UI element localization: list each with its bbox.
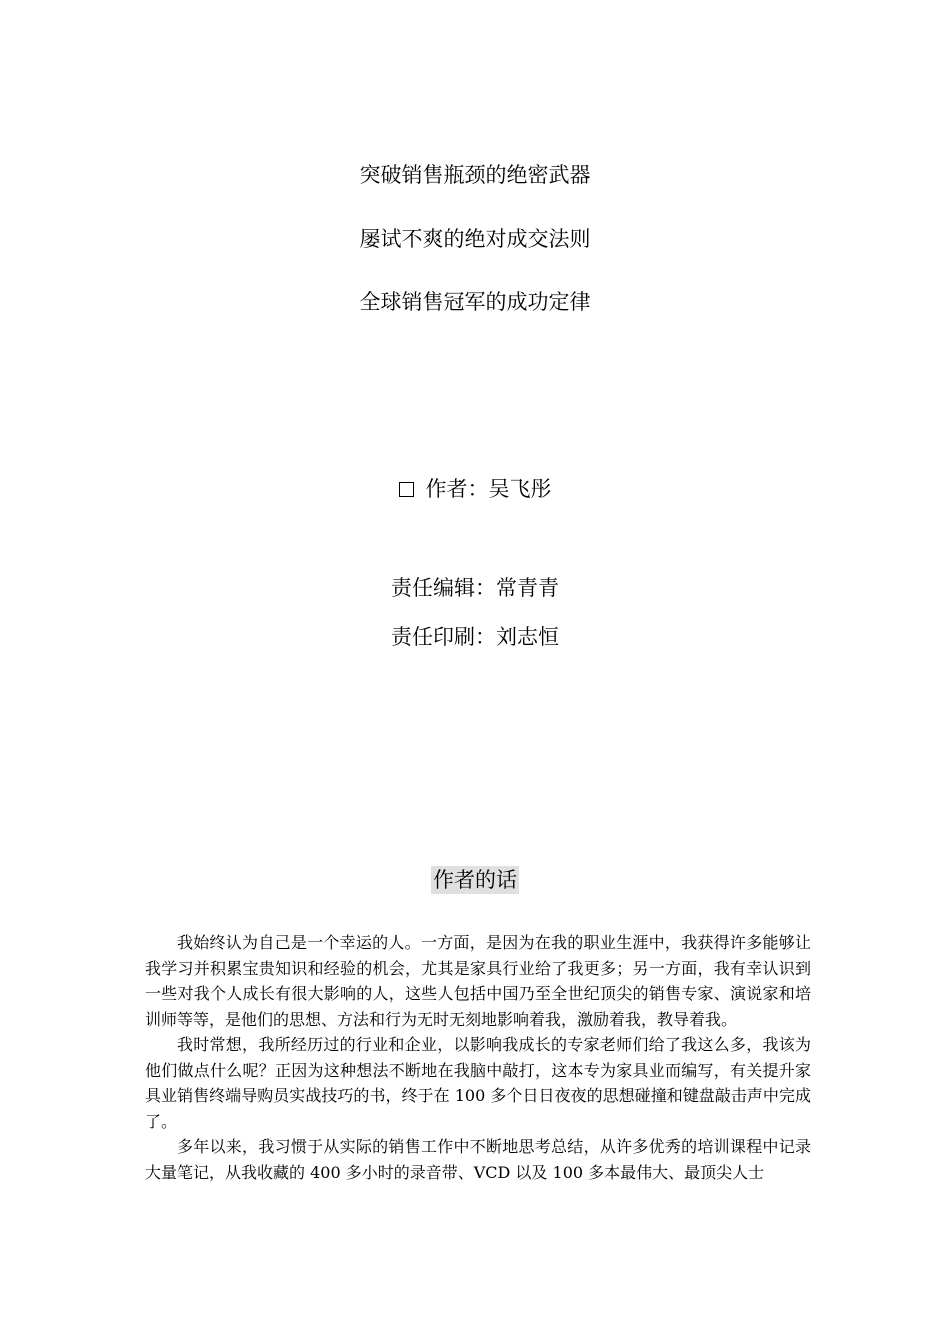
author-text: 作者：吴飞彤	[425, 477, 552, 501]
author-line	[0, 474, 950, 504]
print-line: 责任印刷：刘志恒	[391, 625, 559, 649]
slogan-3: 全球销售冠军的成功定律	[359, 290, 591, 314]
preface-paragraph-1: 我始终认为自己是一个幸运的人。一方面，是因为在我的职业生涯中，我获得许多能够让我学习并积累宝贵知识和经验的机会，尤其是家具行业给了我更多；另一方面，我有幸认识到一些对我个人成长有很大影响的人，这些人包括中国乃至全世纪顶尖的销售专家、演说家和培训师等等，是他们的思想、方法和行为无时无刻地影响着我，激励着我，教导着我。	[145, 933, 811, 1029]
preface-paragraph-3: 多年以来，我习惯于从实际的销售工作中不断地思考总结，从许多优秀的培训课程中记录大量笔记，从我收藏的 400 多小时的录音带、VCD 以及 100 多本最伟大、最顶尖人士	[145, 1137, 811, 1182]
checkbox-icon	[399, 482, 414, 497]
editor-line: 责任编辑：常青青	[391, 576, 559, 600]
slogan-1: 突破销售瓶颈的绝密武器	[359, 163, 591, 187]
preface-title: 作者的话	[433, 868, 517, 892]
preface-body	[145, 930, 811, 1185]
preface-paragraph-2: 我时常想，我所经历过的行业和企业，以影响我成长的专家老师们给了我这么多，我该为他们做点什么呢？正因为这种想法不断地在我脑中敲打，这本专为家具业而编写，有关提升家具业销售终端导购员实战技巧的书，终于在 100 多个日日夜夜的思想碰撞和键盘敲击声中完成了。	[145, 1035, 811, 1131]
slogan-2: 屡试不爽的绝对成交法则	[359, 227, 591, 251]
preface-heading-wrap	[0, 866, 950, 894]
